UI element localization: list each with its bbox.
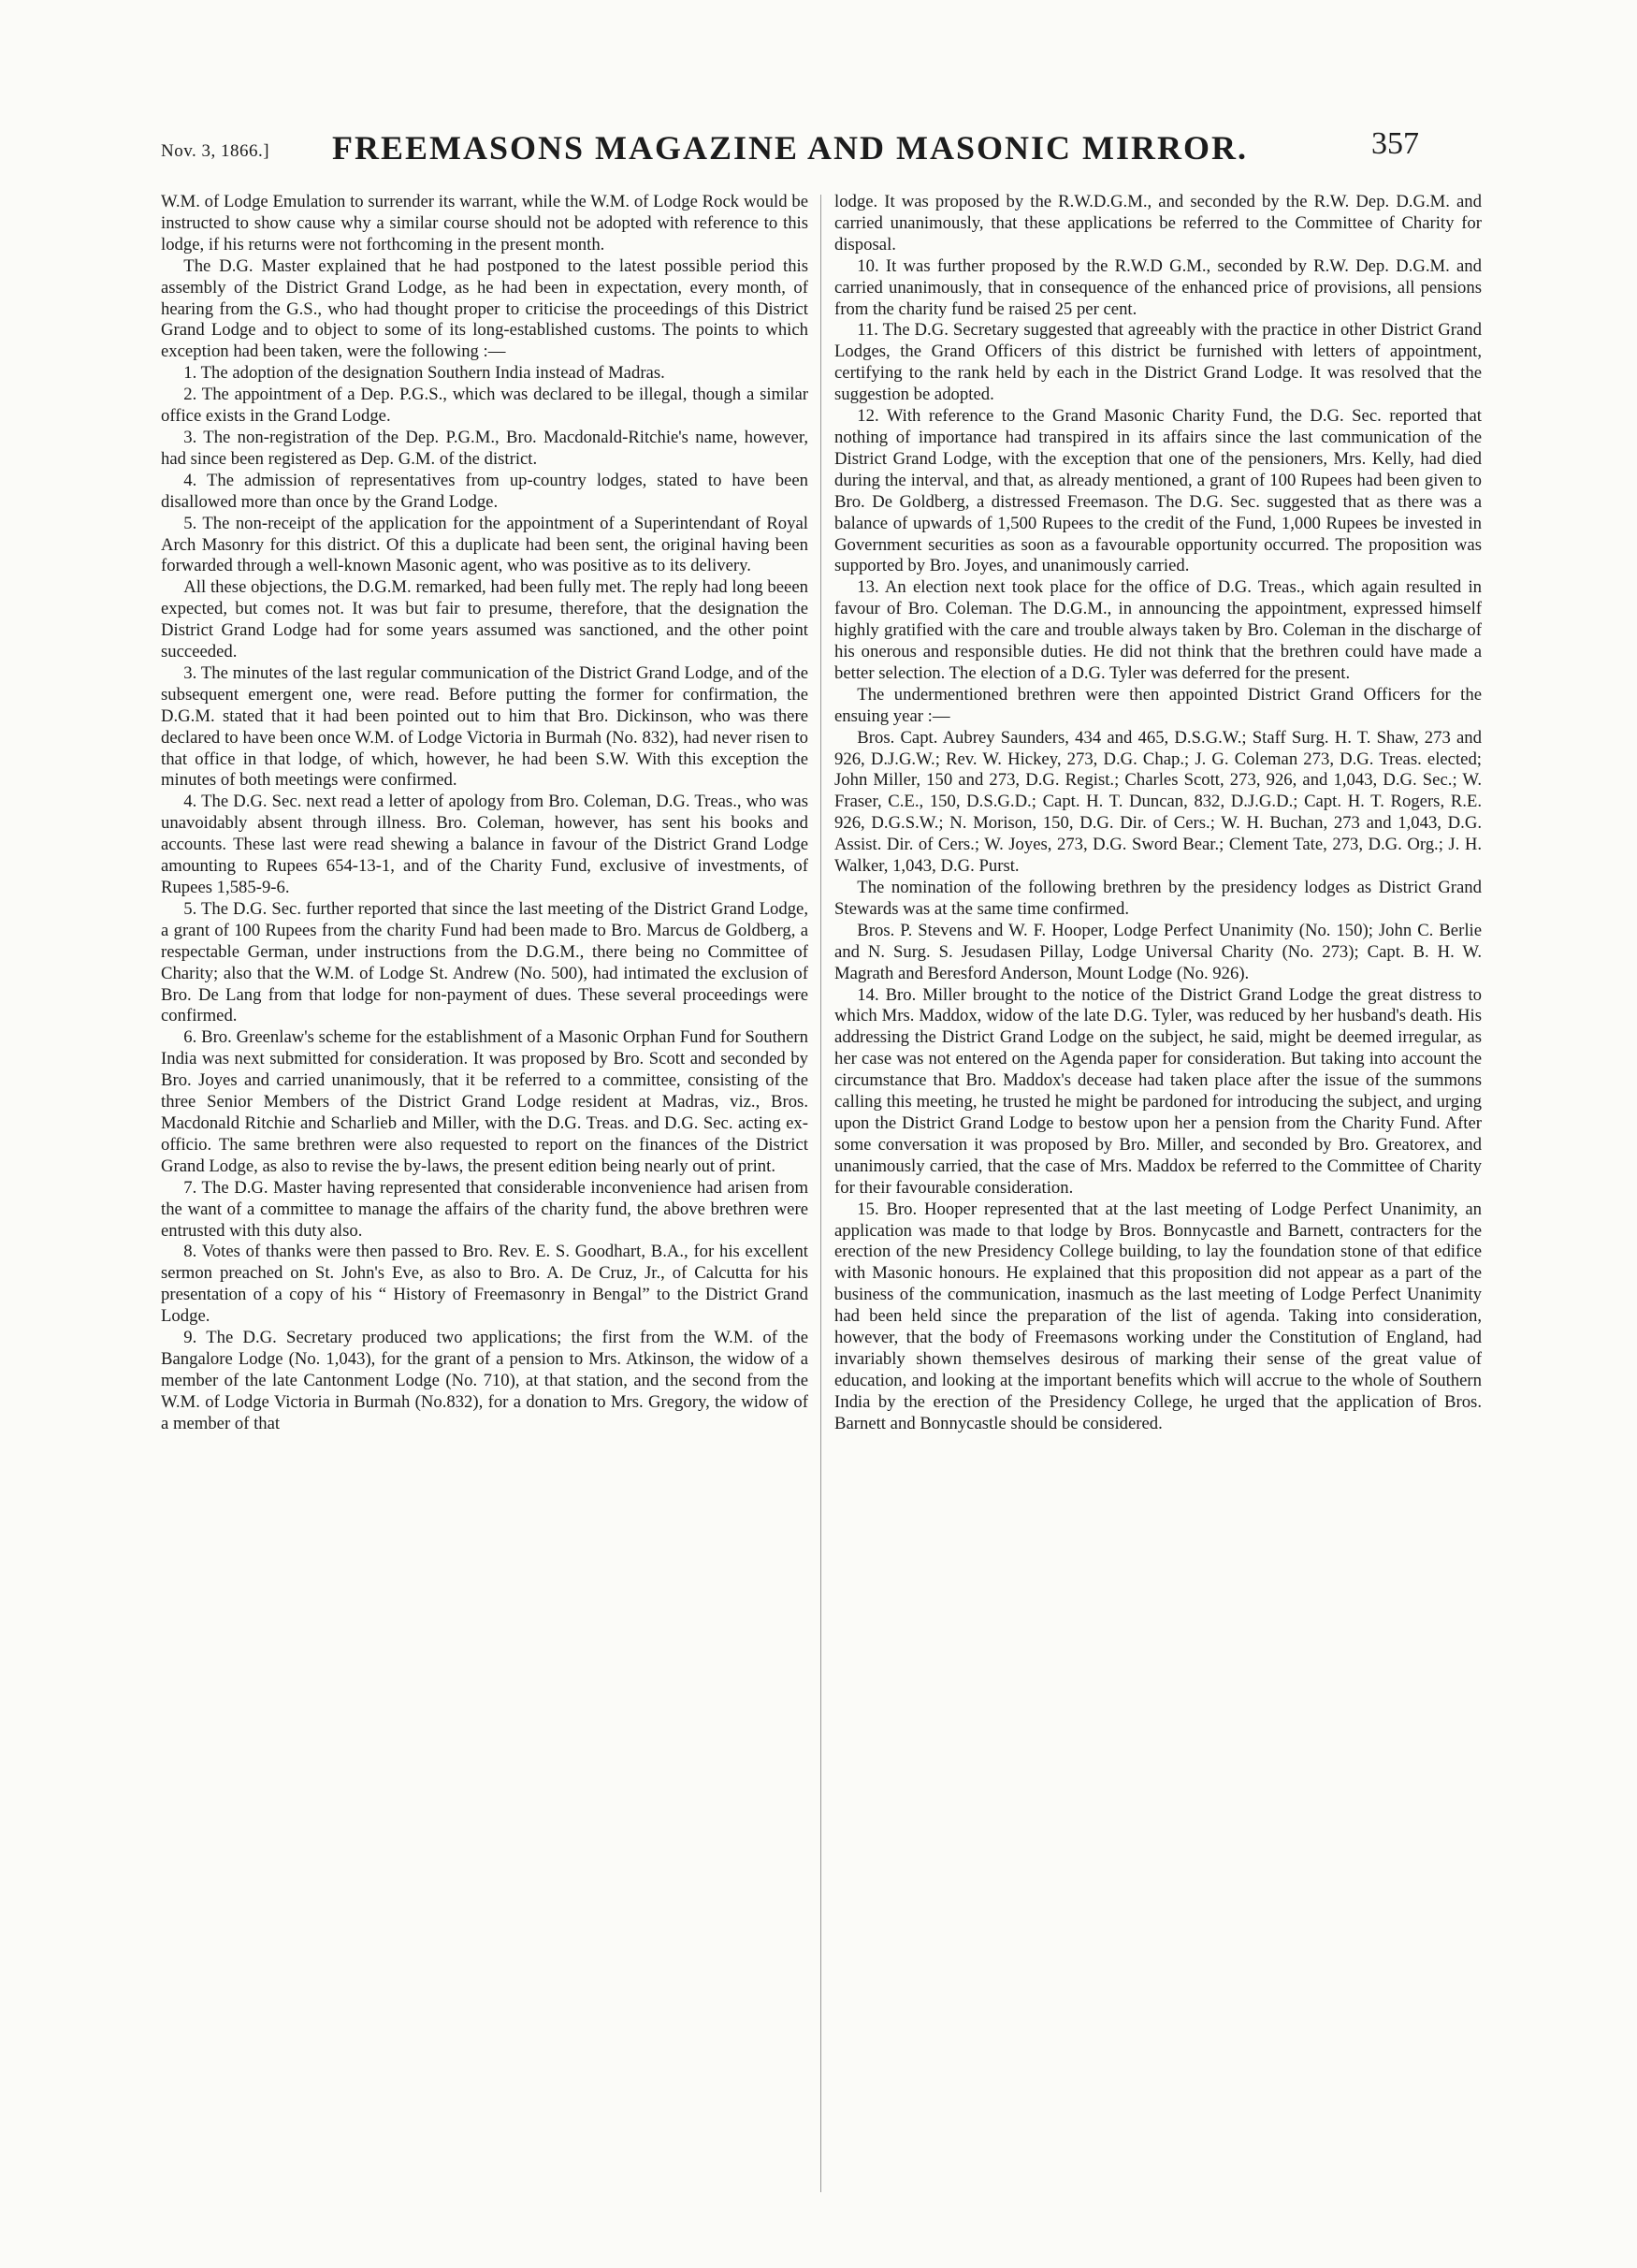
left-column (161, 192, 808, 2194)
paragraph: 3. The minutes of the last regular communication of the District Grand Lodge, and of the subsequent emergent one, were read. Before putting the former for confirmation, the D.G.M. stated that it had been pointed out to him that Bro. Dickinson, who was there declared to have been once W.M. of Lodge Victoria in Burmah (No. 832), had never risen to that office in that lodge, of which, however, he had been S.W. With this exception the minutes of both meetings were confirmed. (161, 662, 808, 791)
paragraph: 6. Bro. Greenlaw's scheme for the establishment of a Masonic Orphan Fund for Southern India was next submitted for consideration. It was proposed by Bro. Scott and seconded by Bro. Joyes and carried unanimously, that it be referred to a committee, consisting of the three Senior Members of the District Grand Lodge resident at Madras, viz., Bros. Macdonald Ritchie and Scharlieb and Miller, with the D.G. Treas. and D.G. Sec. acting ex-officio. The same brethren were also requested to report on the finances of the District Grand Lodge, as also to revise the by-laws, the present edition being nearly out of print. (161, 1027, 808, 1176)
paragraph: 5. The D.G. Sec. further reported that since the last meeting of the District Grand Lodge, a grant of 100 Rupees from the charity Fund had been made to Bro. Marcus de Goldberg, a respectable German, under instructions from the D.G.M., there being no Committee of Charity; also that the W.M. of Lodge St. Andrew (No. 500), had intimated the exclusion of Bro. De Lang from that lodge for non-payment of dues. These several proceedings were confirmed. (161, 898, 808, 1026)
column-divider (820, 195, 821, 2192)
paragraph: 2. The appointment of a Dep. P.G.S., which was declared to be illegal, though a similar office exists in the Grand Lodge. (161, 385, 808, 427)
paragraph: lodge. It was proposed by the R.W.D.G.M., and seconded by the R.W. Dep. D.G.M. and carried unanimously, that these applications be referred to the Committee of Charity for disposal. (834, 192, 1482, 254)
paragraph: 7. The D.G. Master having represented that considerable inconvenience had arisen from the want of a committee to manage the affairs of the charity fund, the above brethren were entrusted with this duty also. (161, 1177, 808, 1241)
issue-date: Nov. 3, 1866.] (161, 141, 270, 161)
paragraph: 4. The admission of representatives from up-country lodges, stated to have been disallowed more than once by the Grand Lodge. (161, 470, 808, 512)
paragraph: 1. The adoption of the designation Southern India instead of Madras. (183, 363, 665, 384)
paragraph: 14. Bro. Miller brought to the notice of the District Grand Lodge the great distress to which Mrs. Maddox, widow of the late D.G. Tyler, was reduced by her husband's death. His addressing the District Grand Lodge on the subject, he said, might be deemed irregular, as her case was not entered on the Agenda paper for consideration. But taking into account the circumstance that Bro. Maddox's decease had taken place after the issue of the summons calling this meeting, he trusted he might be pardoned for introducing the subject, and urging upon the District Grand Lodge to bestow upon her a pension from the Charity Fund. After some conversation it was proposed by Bro. Miller, and seconded by Bro. Greatorex, and unanimously carried, that the case of Mrs. Maddox be referred to the Committee of Charity for their favourable consideration. (834, 984, 1482, 1198)
paragraph: 13. An election next took place for the office of D.G. Treas., which again resulted in favour of Bro. Coleman. The D.G.M., in announcing the appointment, expressed himself highly gratified with the care and trouble always taken by Bro. Coleman in the discharge of his onerous and responsible duties. He did not think that the brethren could have made a better selection. The election of a D.G. Tyler was deferred for the present. (834, 577, 1482, 683)
magazine-title: FREEMASONS MAGAZINE AND MASONIC MIRROR. (331, 129, 1249, 167)
right-column (834, 192, 1482, 2194)
paragraph: 8. Votes of thanks were then passed to Bro. Rev. E. S. Goodhart, B.A., for his excellent sermon preached on St. John's Eve, as also to Bro. A. De Cruz, Jr., of Calcutta for his presentation of a copy of his “ History of Freemasonry in Bengal” to the District Grand Lodge. (161, 1242, 808, 1327)
paragraph: The D.G. Master explained that he had postponed to the latest possible period this assembly of the District Grand Lodge, as he had been in expectation, every month, of hearing from the G.S., who had thought proper to criticise the proceedings of this District Grand Lodge and to object to some of its long-established customs. The points to which exception had been taken, were the following :— (161, 255, 808, 362)
page-number: 357 (1371, 126, 1419, 161)
paragraph: The nomination of the following brethren by the presidency lodges as District Grand Stewards was at the same time confirmed. (834, 878, 1482, 919)
page-header (161, 124, 1419, 181)
paragraph: W.M. of Lodge Emulation to surrender its warrant, while the W.M. of Lodge Rock would be instructed to show cause why a similar course should not be adopted with reference to this lodge, if his returns were not forthcoming in the present month. (161, 192, 808, 254)
paragraph: 10. It was further proposed by the R.W.D G.M., seconded by R.W. Dep. D.G.M. and carried unanimously, that in consequence of the enhanced price of provisions, all pensions from the charity fund be raised 25 per cent. (834, 255, 1482, 319)
paragraph: The undermentioned brethren were then appointed District Grand Officers for the ensuing year :— (834, 684, 1482, 726)
paragraph: 12. With reference to the Grand Masonic Charity Fund, the D.G. Sec. reported that nothing of importance had transpired in its affairs since the last communication of the District Grand Lodge, with the exception that one of the pensioners, Mrs. Kelly, had died during the interval, and that, as already mentioned, a grant of 100 Rupees had been given to Bro. De Goldberg, a distressed Freemason. The D.G. Sec. suggested that as there was a balance of upwards of 1,500 Rupees to the credit of the Fund, 1,000 Rupees be invested in Government securities as soon as a favourable opportunity occurred. The proposition was supported by Bro. Joyes, and unanimously carried. (834, 406, 1482, 576)
paragraph: 3. The non-registration of the Dep. P.G.M., Bro. Macdonald-Ritchie's name, however, had since been registered as Dep. G.M. of the district. (161, 427, 808, 469)
paragraph: 11. The D.G. Secretary suggested that agreeably with the practice in other District Grand Lodges, the Grand Officers of this district be furnished with letters of appointment, certifying to the rank held by each in the District Grand Lodge. It was resolved that the suggestion be adopted. (834, 320, 1482, 405)
paragraph: Bros. Capt. Aubrey Saunders, 434 and 465, D.S.G.W.; Staff Surg. H. T. Shaw, 273 and 926, D.J.G.W.; Rev. W. Hickey, 273, D.G. Chap.; J. G. Coleman 273, D.G. Treas. elected; John Miller, 150 and 273, D.G. Regist.; Charles Scott, 273, 926, and 1,043, D.G. Sec.; W. Fraser, C.E., 150, D.S.G.D.; Capt. H. T. Duncan, 832, D.J.G.D.; Capt. H. T. Rogers, R.E. 926, D.G.S.W.; N. Morison, 150, D.G. Dir. of Cers.; W. H. Buchan, 273 and 1,043, D.G. Assist. Dir. of Cers.; W. Joyes, 273, D.G. Sword Bear.; Clement Tate, 273, D.G. Org.; J. H. Walker, 1,043, D.G. Purst. (834, 727, 1482, 877)
paragraph: Bros. P. Stevens and W. F. Hooper, Lodge Perfect Unanimity (No. 150); John C. Berlie and N. Surg. S. Jesudasen Pillay, Lodge Universal Charity (No. 273); Capt. B. H. W. Magrath and Beresford Anderson, Mount Lodge (No. 926). (834, 920, 1482, 983)
paragraph: All these objections, the D.G.M. remarked, had been fully met. The reply had long beeen expected, but comes not. It was but fair to presume, therefore, that the designation the District Grand Lodge had for some years assumed was sanctioned, and the other point succeeded. (161, 577, 808, 662)
paragraph: 5. The non-receipt of the application for the appointment of a Superintendant of Royal Arch Masonry for this district. Of this a duplicate had been sent, the original having been forwarded through a well-known Masonic agent, who was positive as to its delivery. (161, 513, 808, 576)
paragraph: 15. Bro. Hooper represented that at the last meeting of Lodge Perfect Unanimity, an application was made to that lodge by Bros. Bonnycastle and Barnett, contracters for the erection of the new Presidency College building, to lay the foundation stone of that edifice with Masonic honours. He explained that this proposition did not appear as a part of the business of the communication, inasmuch as the last meeting of Lodge Perfect Unanimity had been held since the preparation of the list of agenda. Taking into consideration, however, that the body of Freemasons working under the Constitution of England, had invariably shown themselves desirous of marking their sense of the great value of education, and looking at the important benefits which will accrue to the whole of Southern India by the erection of the Presidency College, he urged that the application of Bros. Barnett and Bonnycastle should be considered. (834, 1199, 1482, 1433)
paragraph: 9. The D.G. Secretary produced two applications; the first from the W.M. of the Bangalore Lodge (No. 1,043), for the grant of a pension to Mrs. Atkinson, the widow of a member of the late Cantonment Lodge (No. 710), at that station, and the second from the W.M. of Lodge Victoria in Burmah (No.832), for a donation to Mrs. Gregory, the widow of a member of that (161, 1328, 808, 1433)
paragraph: 4. The D.G. Sec. next read a letter of apology from Bro. Coleman, D.G. Treas., who was unavoidably absent through illness. Bro. Coleman, however, has sent his books and accounts. These last were read shewing a balance in favour of the District Grand Lodge amounting to Rupees 654-13-1, and of the Charity Fund, exclusive of investments, of Rupees 1,585-9-6. (161, 792, 808, 897)
